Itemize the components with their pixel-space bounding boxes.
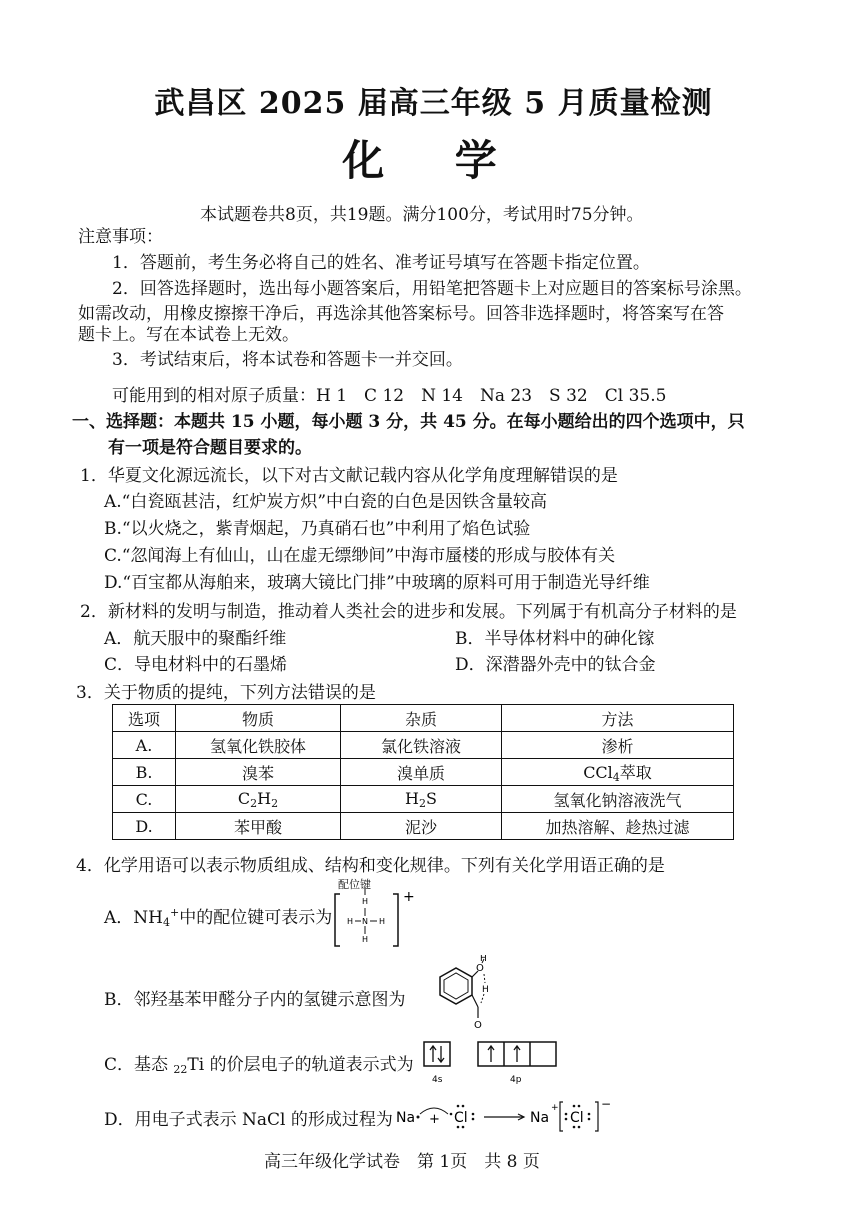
table-header-row: [113, 705, 734, 732]
page-footer: 高三年级化学试卷 第 1页 共 8 页: [264, 1152, 540, 1172]
table-row: [113, 732, 734, 759]
header-option: 选项: [113, 705, 176, 732]
row-substance: $C_2H_2$: [176, 786, 341, 813]
table-row: [113, 786, 734, 813]
ammonium-structure-diagram: [330, 888, 420, 952]
note-item-2: 2．回答选择题时，选出每小题答案后，用铅笔把答题卡上对应题目的答案标号涂黑。: [112, 279, 752, 299]
row-impurity: 氯化铁溶液: [341, 732, 502, 759]
svg-text:H: H: [480, 955, 487, 964]
section-heading-cont: 有一项是符合题目要求的。: [108, 438, 312, 458]
row-substance: 氢氧化铁胶体: [176, 732, 341, 759]
row-method: 氢氧化钠溶液洗气: [502, 786, 734, 813]
svg-text:N: N: [362, 917, 368, 926]
q3-stem: 3．关于物质的提纯，下列方法错误的是: [76, 683, 376, 703]
q4-a-dative-label: 配位键: [338, 878, 371, 891]
header-substance: 物质: [176, 705, 341, 732]
svg-text:O: O: [476, 963, 484, 974]
svg-text:Cl: Cl: [570, 1110, 584, 1126]
q1-stem: 1．华夏文化源远流长，以下对古文献记载内容从化学角度理解错误的是: [80, 466, 618, 486]
row-option: C.: [113, 786, 176, 813]
svg-text:+: +: [551, 1103, 559, 1113]
svg-text:H: H: [362, 897, 369, 906]
q4-option-b: B．邻羟基苯甲醛分子内的氢键示意图为: [104, 990, 406, 1010]
q4-option-d: D．用电子式表示 NaCl 的形成过程为: [104, 1110, 393, 1130]
q4-option-c: C．基态 $_{22}$Ti 的价层电子的轨道表示式为: [104, 1055, 414, 1076]
q2-stem: 2．新材料的发明与制造，推动着人类社会的进步和发展。下列属于有机高分子材料的是: [80, 602, 737, 622]
orbital-label-4p: 4p: [510, 1075, 522, 1085]
q1-option-d: D.“百宝都从海舶来，玻璃大镜比门排”中玻璃的原料可用于制造光导纤维: [104, 573, 650, 593]
q1-option-b: B.“以火烧之，紫青烟起，乃真硝石也”中利用了焰色试验: [104, 519, 531, 539]
svg-text:H: H: [347, 917, 354, 926]
note-item-2-cont2: 题卡上。写在本试卷上无效。: [78, 325, 299, 345]
exam-title: 武昌区 2025 届高三年级 5 月质量检测: [154, 86, 713, 121]
svg-text:Na: Na: [396, 1110, 416, 1126]
q2-option-b: B．半导体材料中的砷化镓: [455, 629, 655, 649]
row-method: 加热溶解、趁热过滤: [502, 813, 734, 840]
q2-option-a: A．航天服中的聚酯纤维: [104, 629, 287, 649]
row-option: D.: [113, 813, 176, 840]
nacl-formation-diagram: [396, 1094, 618, 1136]
q4-option-a: A．$NH_4^+$中的配位键可表示为: [104, 906, 333, 929]
exam-intro: 本试题卷共8页，共19题。满分100分，考试用时75分钟。: [200, 205, 644, 225]
note-item-3: 3．考试结束后，将本试卷和答题卡一并交回。: [112, 350, 463, 370]
row-impurity: 溴单质: [341, 759, 502, 786]
note-item-1: 1．答题前，考生务必将自己的姓名、准考证号填写在答题卡指定位置。: [112, 253, 650, 273]
header-method: 方法: [502, 705, 734, 732]
svg-text:H: H: [379, 917, 386, 926]
ti-orbital-diagram: [420, 1040, 562, 1086]
note-item-2-cont: 如需改动，用橡皮擦擦干净后，再选涂其他答案标号。回答非选择题时，将答案写在答: [78, 304, 724, 324]
row-impurity: 泥沙: [341, 813, 502, 840]
notes-heading: 注意事项：: [78, 227, 163, 247]
table-row: [113, 759, 734, 786]
subject-title: 化 学: [342, 136, 525, 185]
q3-table: [112, 704, 734, 840]
q2-option-c: C．导电材料中的石墨烯: [104, 655, 288, 675]
header-impurity: 杂质: [341, 705, 502, 732]
row-impurity: $H_2S$: [341, 786, 502, 813]
svg-text:H: H: [482, 985, 489, 995]
row-substance: 溴苯: [176, 759, 341, 786]
q1-option-a: A.“白瓷瓯甚洁，红炉炭方炽”中白瓷的白色是因铁含量较高: [104, 492, 548, 512]
svg-text:Cl: Cl: [454, 1110, 468, 1126]
row-option: B.: [113, 759, 176, 786]
q4-stem: 4．化学用语可以表示物质组成、结构和变化规律。下列有关化学用语正确的是: [76, 856, 665, 876]
q2-option-d: D．深潜器外壳中的钛合金: [455, 655, 656, 675]
table-row: [113, 813, 734, 840]
section-heading: 一、选择题：本题共 15 小题，每小题 3 分，共 45 分。在每小题给出的四个选项中，只: [72, 412, 745, 432]
svg-text:−: −: [601, 1097, 612, 1111]
row-option: A.: [113, 732, 176, 759]
q1-option-c: C.“忽闻海上有仙山，山在虚无缥缈间”中海市蜃楼的形成与胶体有关: [104, 546, 616, 566]
svg-text:H: H: [362, 935, 369, 944]
orbital-label-4s: 4s: [432, 1075, 443, 1085]
svg-text:Na: Na: [530, 1110, 550, 1126]
row-method: 渗析: [502, 732, 734, 759]
svg-text:+: +: [403, 889, 415, 905]
hydroxybenzaldehyde-diagram: [420, 955, 500, 1035]
svg-text:O: O: [474, 1020, 482, 1031]
row-substance: 苯甲酸: [176, 813, 341, 840]
atomic-masses: 可能用到的相对原子质量：H 1 C 12 N 14 Na 23 S 32 Cl 35.5: [112, 386, 667, 406]
row-method: CCl$_4$萃取: [502, 759, 734, 786]
svg-text:+: +: [429, 1112, 440, 1127]
